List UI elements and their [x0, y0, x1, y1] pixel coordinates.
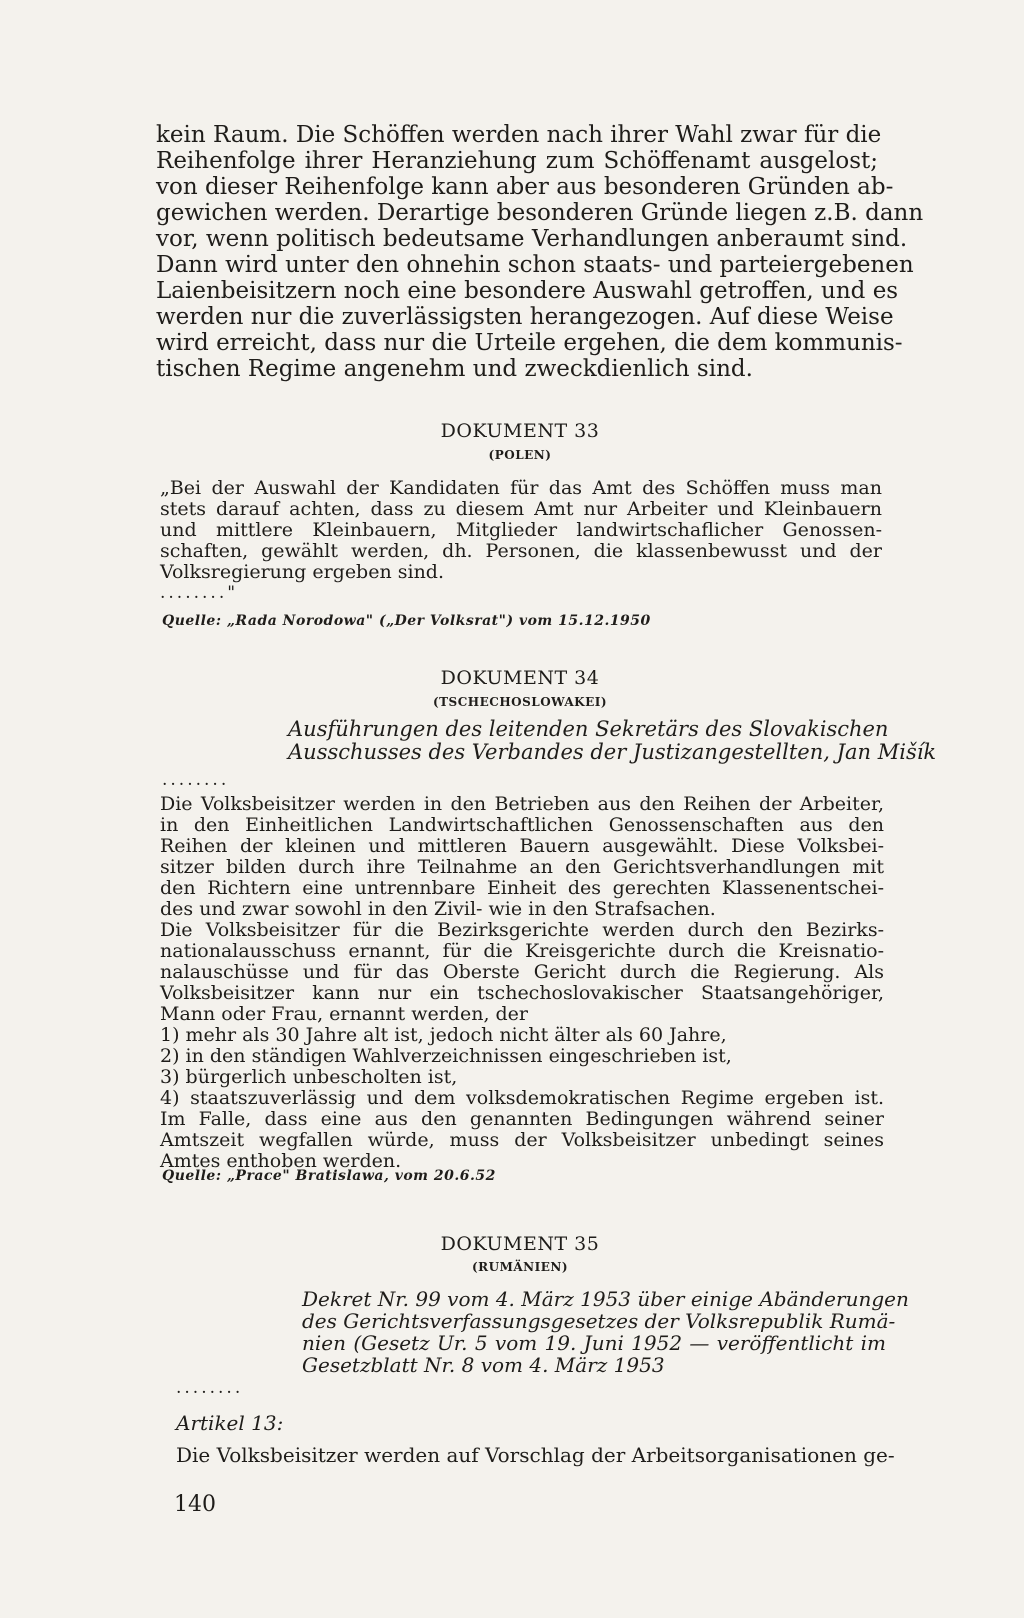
- document-34-source: Quelle: „Prace" Bratislawa, vom 20.6.52: [162, 1168, 496, 1184]
- intro-paragraph: [156, 122, 924, 382]
- text-line: vor, wenn politisch bedeutsame Verhandlungen anberaumt sind.: [156, 226, 908, 252]
- text-line: Dann wird unter den ohnehin schon staats- und parteiergebenen: [156, 252, 914, 278]
- document-33-heading: DOKUMENT 33: [440, 420, 600, 442]
- text-line: werden nur die zuverlässigsten herangezogen. Auf diese Weise: [156, 304, 894, 330]
- quote-line: „Bei der Auswahl der Kandidaten für das Amt des Schöffen muss man: [160, 477, 882, 499]
- quote-line: schaften, gewählt werden, dh. Personen, die klassenbewusst und der: [160, 540, 882, 562]
- text-line: Volksbeisitzer kann nur ein tschechoslovakischer Staatsangehöriger,: [160, 982, 884, 1004]
- text-line: Die Volksbeisitzer für die Bezirksgerichte werden durch den Bezirks-: [160, 919, 884, 941]
- document-33-source: Quelle: „Rada Norodowa" („Der Volksrat") vom 15.12.1950: [162, 613, 651, 629]
- text-line: Die Volksbeisitzer werden auf Vorschlag der Arbeitsorganisationen ge-: [176, 1443, 895, 1467]
- title-line: Ausführungen des leitenden Sekretärs des Slovakischen: [288, 717, 889, 741]
- document-34-title: [288, 717, 937, 764]
- text-line: Amtszeit wegfallen würde, muss der Volksbeisitzer unbedingt seines: [160, 1129, 884, 1151]
- title-line: Gesetzblatt Nr. 8 vom 4. März 1953: [302, 1353, 665, 1377]
- text-line: Im Falle, dass eine aus den genannten Bedingungen während seiner: [160, 1108, 884, 1130]
- document-35-heading: DOKUMENT 35: [440, 1233, 600, 1255]
- title-line: des Gerichtsverfassungsgesetzes der Volksrepublik Rumä-: [302, 1309, 896, 1333]
- document-35-country: (RUMÄNIEN): [471, 1260, 569, 1274]
- text-line: sitzer bilden durch ihre Teilnahme an den Gerichtsverhandlungen mit: [160, 856, 884, 878]
- document-34-country: (TSCHECHOSLOWAKEI): [432, 695, 608, 709]
- document-35-article: Artikel 13:: [176, 1411, 284, 1435]
- text-line: gewichen werden. Derartige besonderen Gründe liegen z.B. dann: [156, 200, 924, 226]
- text-line: wird erreicht, dass nur die Urteile ergehen, die dem kommunis-: [156, 330, 903, 356]
- text-line: Reihenfolge ihrer Heranziehung zum Schöffenamt ausgelost;: [156, 148, 878, 174]
- text-line: 2) in den ständigen Wahlverzeichnissen eingeschrieben ist,: [160, 1045, 732, 1067]
- text-line: 4) staatszuverlässig und dem volksdemokratischen Regime ergeben ist.: [160, 1087, 884, 1109]
- text-line: den Richtern eine untrennbare Einheit des gerechten Klassenentschei-: [160, 877, 884, 899]
- text-line: Die Volksbeisitzer werden in den Betrieben aus den Reihen der Arbeiter,: [160, 793, 884, 815]
- text-line: in den Einheitlichen Landwirtschaftlichen Genossenschaften aus den: [160, 814, 884, 836]
- title-line: nien (Gesetz Ur. 5 vom 19. Juni 1952 — veröffentlicht im: [302, 1331, 886, 1355]
- text-line: Laienbeisitzern noch eine besondere Auswahl getroffen, und es: [156, 278, 899, 304]
- quote-line: Volksregierung ergeben sind.: [160, 561, 445, 583]
- text-line: tischen Regime angenehm und zweckdienlich sind.: [156, 356, 753, 382]
- text-line: Reihen der kleinen und mittleren Bauern ausgewählt. Diese Volksbei-: [160, 835, 884, 857]
- document-33-country: (POLEN): [488, 448, 552, 462]
- title-line: Ausschusses des Verbandes der Justizangestellten, Jan Mišík: [288, 740, 937, 764]
- text-line: 3) bürgerlich unbescholten ist,: [160, 1066, 458, 1088]
- ellipsis: ........": [160, 583, 239, 603]
- document-34-text: [160, 794, 884, 1172]
- text-line: kein Raum. Die Schöffen werden nach ihrer Wahl zwar für die: [156, 122, 882, 148]
- document-33-quote: [160, 478, 882, 604]
- quote-line: und mittlere Kleinbauern, Mitglieder landwirtschaflicher Genossen-: [160, 519, 882, 541]
- text-line: von dieser Reihenfolge kann aber aus besonderen Gründen ab-: [156, 174, 894, 200]
- quote-line: stets darauf achten, dass zu diesem Amt nur Arbeiter und Kleinbauern: [160, 498, 882, 520]
- ellipsis: ........: [162, 770, 230, 790]
- page-number: 140: [174, 1492, 216, 1517]
- document-35-title: [302, 1287, 909, 1377]
- ellipsis: ........: [176, 1378, 244, 1398]
- document-35-text: [176, 1443, 895, 1467]
- text-line: Mann oder Frau, ernannt werden, der: [160, 1003, 529, 1025]
- text-line: Amtes enthoben werden.: [160, 1150, 402, 1172]
- text-line: nationalausschuss ernannt, für die Kreisgerichte durch die Kreisnatio-: [160, 940, 884, 962]
- document-34-heading: DOKUMENT 34: [440, 667, 600, 689]
- text-line: des und zwar sowohl in den Zivil- wie in den Strafsachen.: [160, 898, 716, 920]
- text-line: nalauschüsse und für das Oberste Gericht durch die Regierung. Als: [160, 961, 884, 983]
- title-line: Dekret Nr. 99 vom 4. März 1953 über einige Abänderungen: [302, 1287, 909, 1311]
- text-line: 1) mehr als 30 Jahre alt ist, jedoch nicht älter als 60 Jahre,: [160, 1024, 727, 1046]
